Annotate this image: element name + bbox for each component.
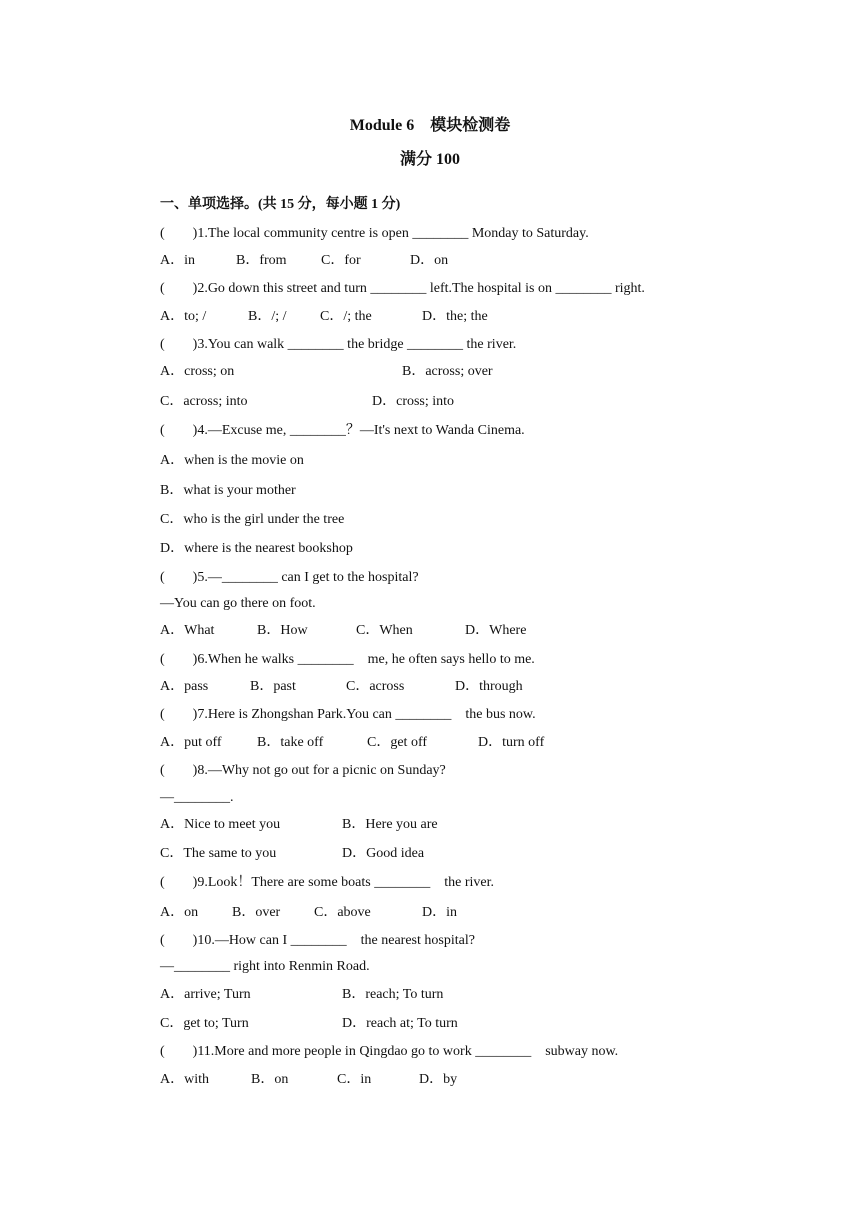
question-stem: ( )1.The local community centre is open ________ Monday to Saturday.	[160, 226, 589, 241]
section-heading: 一、单项选择。(共 15 分，每小题 1 分)	[160, 197, 401, 212]
question-stem-continued: —________ right into Renmin Road.	[160, 959, 370, 974]
option-b: B．take off	[257, 735, 324, 750]
option-d: D．on	[410, 253, 449, 268]
question-stem: ( )8.—Why not go out for a picnic on Sunday?	[160, 763, 446, 778]
option-a: A．when is the movie on	[160, 453, 304, 468]
option-b: B．/; /	[248, 309, 287, 324]
option-a: A．in	[160, 253, 195, 268]
option-c: C．above	[314, 905, 371, 920]
option-c: C．/; the	[320, 309, 372, 324]
option-b: B．over	[232, 905, 281, 920]
option-c: C．for	[321, 253, 361, 268]
option-a: A．with	[160, 1072, 209, 1087]
option-b: B．from	[236, 253, 287, 268]
option-a: A．put off	[160, 735, 222, 750]
option-d: D．Where	[465, 623, 527, 638]
option-a: A．arrive; Turn	[160, 987, 251, 1002]
option-d: D．in	[422, 905, 457, 920]
question-stem-continued: —________.	[160, 790, 234, 805]
question-stem: ( )3.You can walk ________ the bridge ________ the river.	[160, 337, 517, 352]
option-c: C．who is the girl under the tree	[160, 512, 345, 527]
question-stem: ( )10.—How can I ________ the nearest hospital?	[160, 933, 475, 948]
question-stem: ( )9.Look！There are some boats ________ the river.	[160, 875, 494, 890]
option-a: A．pass	[160, 679, 209, 694]
option-b: B．How	[257, 623, 308, 638]
option-a: A．to; /	[160, 309, 207, 324]
option-d: D．through	[455, 679, 523, 694]
option-d: D．by	[419, 1072, 458, 1087]
option-d: D．turn off	[478, 735, 545, 750]
option-c: C．get to; Turn	[160, 1016, 249, 1031]
question-stem-continued: —You can go there on foot.	[160, 596, 316, 611]
option-b: B．across; over	[402, 364, 493, 379]
option-c: C．When	[356, 623, 413, 638]
option-d: D．cross; into	[372, 394, 455, 409]
option-b: B．what is your mother	[160, 483, 296, 498]
option-c: C．across	[346, 679, 405, 694]
option-c: C．get off	[367, 735, 428, 750]
option-d: D．the; the	[422, 309, 488, 324]
option-b: B．on	[251, 1072, 289, 1087]
option-c: C．in	[337, 1072, 372, 1087]
option-c: C．The same to you	[160, 846, 277, 861]
page-subtitle: 满分 100	[399, 151, 460, 168]
option-a: A．What	[160, 623, 215, 638]
option-a: A．cross; on	[160, 364, 235, 379]
option-b: B．reach; To turn	[342, 987, 444, 1002]
option-b: B．past	[250, 679, 296, 694]
option-a: A．Nice to meet you	[160, 817, 281, 832]
question-stem: ( )2.Go down this street and turn ________ left.The hospital is on ________ right.	[160, 281, 645, 296]
option-b: B．Here you are	[342, 817, 438, 832]
option-c: C．across; into	[160, 394, 248, 409]
option-d: D．reach at; To turn	[342, 1016, 458, 1031]
page-title: Module 6 模块检测卷	[349, 117, 511, 134]
option-d: D．Good idea	[342, 846, 425, 861]
question-stem: ( )7.Here is Zhongshan Park.You can ________ the bus now.	[160, 707, 536, 722]
question-stem: ( )11.More and more people in Qingdao go to work ________ subway now.	[160, 1044, 619, 1059]
question-stem: ( )6.When he walks ________ me, he often says hello to me.	[160, 652, 535, 667]
option-d: D．where is the nearest bookshop	[160, 541, 353, 556]
question-stem: ( )5.—________ can I get to the hospital?	[160, 570, 419, 585]
option-a: A．on	[160, 905, 199, 920]
question-stem: ( )4.—Excuse me, ________？—It's next to Wanda Cinema.	[160, 423, 525, 438]
